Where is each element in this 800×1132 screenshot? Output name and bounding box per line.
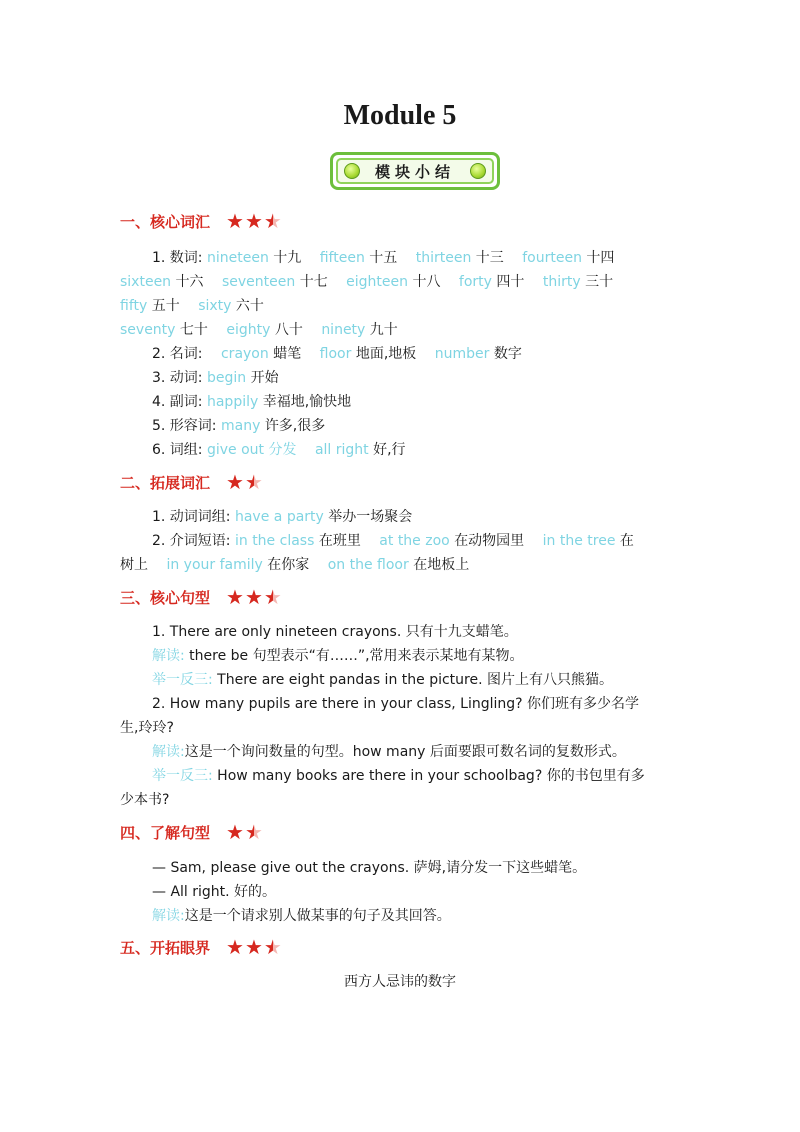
answer-en: thirteen bbox=[415, 250, 472, 266]
star-icon: ★ bbox=[244, 209, 263, 233]
star-icon: ★ bbox=[263, 935, 282, 959]
ext-verb-phrase: 1. 动词词组: have a party 举办一场聚会 bbox=[152, 509, 413, 525]
answer-en: fifteen bbox=[319, 250, 365, 266]
star-icon: ★ bbox=[244, 935, 263, 959]
section-heading-understand-patterns: 四、了解句型 ★ ★ bbox=[120, 820, 263, 844]
vocab-numbers-line-1: 1. 数词: nineteen 十九 fifteen 十五 thirteen 十三 fourteen 十四 bbox=[152, 250, 615, 266]
vocab-numbers-line-3: fifty 五十 sixty 六十 bbox=[120, 298, 264, 314]
vocab-numbers-line-4: seventy 七十 eighty 八十 ninety 九十 bbox=[120, 322, 398, 338]
star-icon: ★ bbox=[226, 820, 244, 844]
rating-stars bbox=[226, 937, 283, 957]
star-icon: ★ bbox=[244, 470, 263, 494]
pattern-1-example: 举一反三: There are eight pandas in the picture. 图片上有八只熊猫。 bbox=[152, 672, 613, 688]
vocab-phrases: 6. 词组: give out 分发 all right 好,行 bbox=[152, 442, 406, 458]
section-heading-core-vocab: 一、核心词汇 ★ ★ ★ bbox=[120, 209, 282, 233]
rating-stars bbox=[226, 822, 264, 842]
dialog-line-1: — Sam, please give out the crayons. 萨姆,请分发一下这些蜡笔。 bbox=[152, 860, 587, 876]
pattern-2-wrap: 生,玲玲? bbox=[120, 720, 174, 736]
vocab-nouns: 2. 名词: crayon 蜡笔 floor 地面,地板 number 数字 bbox=[152, 346, 522, 362]
vocab-adverb: 4. 副词: happily 幸福地,愉快地 bbox=[152, 394, 352, 410]
section-heading-extended-vocab: 二、拓展词汇 ★ ★ bbox=[120, 470, 263, 494]
pattern-2-note: 解读:这是一个询问数量的句型。how many 后面要跟可数名词的复数形式。 bbox=[152, 744, 626, 760]
rating-stars bbox=[226, 587, 283, 607]
ext-prep-phrases-line-1: 2. 介词短语: in the class 在班里 at the zoo 在动物园里 in the tree 在 bbox=[152, 533, 634, 549]
answer-en: fourteen bbox=[522, 250, 582, 266]
star-icon: ★ bbox=[263, 209, 282, 233]
ext-prep-phrases-line-2: 树上 in your family 在你家 on the floor 在地板上 bbox=[120, 557, 470, 573]
rating-stars bbox=[226, 211, 283, 231]
star-icon: ★ bbox=[226, 935, 244, 959]
green-dot-icon bbox=[344, 163, 360, 179]
answer-en: nineteen bbox=[206, 250, 269, 266]
pattern-2-example: 举一反三: How many books are there in your schoolbag? 你的书包里有多 bbox=[152, 768, 645, 784]
star-icon: ★ bbox=[263, 585, 282, 609]
pattern-2: 2. How many pupils are there in your class, Lingling? 你们班有多少名学 bbox=[152, 696, 640, 712]
dialog-line-2: — All right. 好的。 bbox=[152, 884, 277, 900]
section-heading-broaden-horizons: 五、开拓眼界 ★ ★ ★ bbox=[120, 935, 282, 959]
star-icon: ★ bbox=[226, 209, 244, 233]
badge-text: 模块小结 bbox=[374, 162, 455, 181]
star-icon: ★ bbox=[244, 820, 263, 844]
section-heading-core-patterns: 三、核心句型 ★ ★ ★ bbox=[120, 585, 282, 609]
horizon-heading: 西方人忌讳的数字 bbox=[344, 974, 456, 990]
pattern-1: 1. There are only nineteen crayons. 只有十九支蜡笔。 bbox=[152, 624, 518, 640]
star-icon: ★ bbox=[226, 470, 244, 494]
rating-stars bbox=[226, 472, 264, 492]
green-dot-icon bbox=[470, 163, 486, 179]
pattern-1-note: 解读: there be 句型表示“有……”,常用来表示某地有某物。 bbox=[152, 648, 524, 664]
vocab-adjective: 5. 形容词: many 许多,很多 bbox=[152, 418, 326, 434]
pattern-2-example-wrap: 少本书? bbox=[120, 792, 170, 808]
vocab-verb: 3. 动词: begin 开始 bbox=[152, 370, 279, 386]
star-icon: ★ bbox=[226, 585, 244, 609]
vocab-numbers-line-2: sixteen 十六 seventeen 十七 eighteen 十八 forty 四十 thirty 三十 bbox=[120, 274, 614, 290]
module-summary-badge bbox=[330, 152, 500, 190]
page-title: Module 5 bbox=[343, 100, 457, 131]
dialog-note: 解读:这是一个请求别人做某事的句子及其回答。 bbox=[152, 908, 451, 924]
star-icon: ★ bbox=[244, 585, 263, 609]
